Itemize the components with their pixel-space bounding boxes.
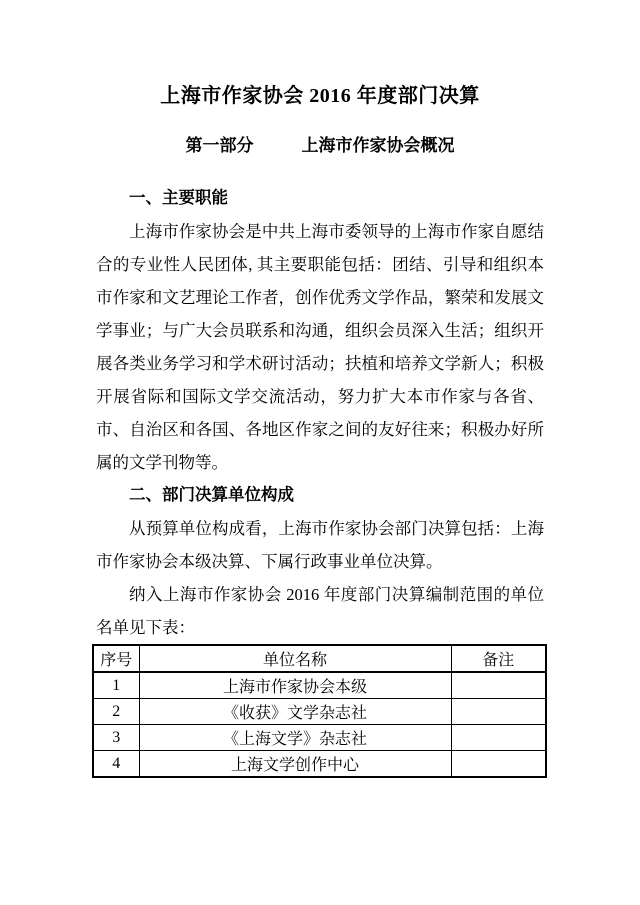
- document-title: 上海市作家协会 2016 年度部门决算: [160, 85, 480, 107]
- cell-remark: [451, 699, 546, 725]
- section-2-heading: 二、部门决算单位构成: [129, 486, 294, 504]
- cell-remark: [451, 751, 546, 778]
- section-2-paragraph-2: 纳入上海市作家协会 2016 年度部门决算编制范围的单位名单见下表：: [96, 585, 544, 637]
- table-row: [93, 699, 546, 725]
- table-row: [93, 672, 546, 699]
- cell-remark: [451, 672, 546, 699]
- cell-name: 上海市作家协会本级: [139, 672, 451, 699]
- section-2-paragraph-1: 从预算单位构成看，上海市作家协会部门决算包括：上海市作家协会本级决算、下属行政事业单位决算。: [96, 519, 544, 571]
- part-heading: [96, 129, 544, 162]
- cell-index: 4: [93, 751, 139, 778]
- cell-name: 上海文学创作中心: [139, 751, 451, 778]
- table-header-row: [93, 645, 546, 672]
- cell-index: 2: [93, 699, 139, 725]
- cell-name: 《上海文学》杂志社: [139, 725, 451, 751]
- section-1-paragraph: 上海市作家协会是中共上海市委领导的上海市作家自愿结合的专业性人民团体, 其主要职能包括：团结、引导和组织本市作家和文艺理论工作者，创作优秀文学作品，繁荣和发展文学事业；与广大会员联系和沟通，组织会员深入生活；组织开展各类业务学习和学术研讨活动；扶植和培养文学新人；积极开展省际和国际文学交流活动，努力扩大本市作家与各省、市、自治区和各国、各地区作家之间的友好往来；积极办好所属的文学刊物等。: [96, 222, 544, 472]
- header-cell-remark: 备注: [451, 645, 546, 672]
- cell-remark: [451, 725, 546, 751]
- header-cell-index: 序号: [93, 645, 139, 672]
- part-label: 第一部分: [185, 136, 254, 155]
- section-1-heading: 一、主要职能: [129, 189, 228, 207]
- units-table: [92, 644, 547, 778]
- header-cell-name: 单位名称: [139, 645, 451, 672]
- table-row: [93, 751, 546, 778]
- cell-name: 《收获》文学杂志社: [139, 699, 451, 725]
- cell-index: 1: [93, 672, 139, 699]
- part-name: 上海市作家协会概况: [301, 136, 455, 155]
- table-row: [93, 725, 546, 751]
- cell-index: 3: [93, 725, 139, 751]
